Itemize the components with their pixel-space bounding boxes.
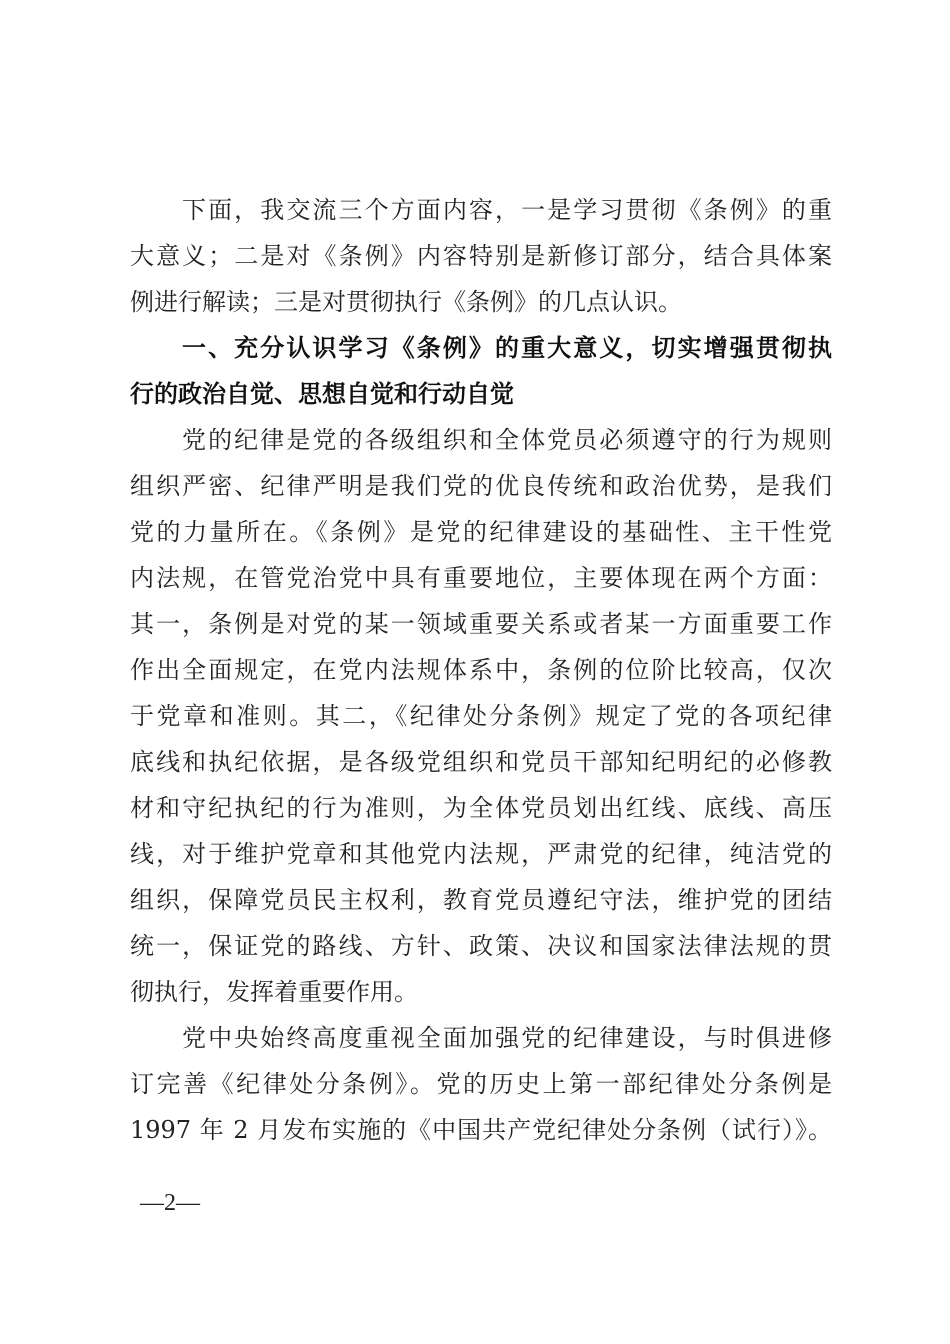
paragraph — [130, 417, 832, 1015]
text-line: 线，对于维护党章和其他党内法规，严肃党的纪律，纯洁党的 — [130, 840, 832, 868]
text-line: 底线和执纪依据，是各级党组织和党员干部知纪明纪的必修教 — [130, 748, 832, 776]
text-line: 党中央始终高度重视全面加强党的纪律建设，与时俱进修 — [182, 1024, 832, 1052]
text-line: 1997 年 2 月发布实施的《中国共产党纪律处分条例（试行）》。 — [130, 1116, 832, 1144]
text-line: 行的政治自觉、思想自觉和行动自觉 — [130, 380, 514, 408]
text-line: 党的纪律是党的各级组织和全体党员必须遵守的行为规则 — [182, 426, 832, 454]
page-number: —2— — [140, 1190, 200, 1216]
text-line: 组织，保障党员民主权利，教育党员遵纪守法，维护党的团结 — [130, 886, 832, 914]
text-line: 作出全面规定，在党内法规体系中，条例的位阶比较高，仅次 — [130, 656, 832, 684]
text-line: 于党章和准则。其二，《纪律处分条例》规定了党的各项纪律 — [130, 702, 832, 730]
text-line: 组织严密、纪律严明是我们党的优良传统和政治优势，是我们 — [130, 472, 832, 500]
section-heading — [130, 325, 832, 417]
text-line: 彻执行，发挥着重要作用。 — [130, 978, 418, 1006]
text-line: 其一，条例是对党的某一领域重要关系或者某一方面重要工作 — [130, 610, 832, 638]
text-line: 材和守纪执纪的行为准则，为全体党员划出红线、底线、高压 — [130, 794, 832, 822]
text-line: 下面，我交流三个方面内容，一是学习贯彻《条例》的重 — [182, 196, 832, 224]
text-line: 大意义；二是对《条例》内容特别是新修订部分，结合具体案 — [130, 242, 832, 270]
text-line: 例进行解读；三是对贯彻执行《条例》的几点认识。 — [130, 288, 682, 316]
document-body — [130, 187, 832, 1153]
text-line: 内法规，在管党治党中具有重要地位，主要体现在两个方面： — [130, 564, 832, 592]
paragraph — [130, 1015, 832, 1153]
text-line: 一、充分认识学习《条例》的重大意义，切实增强贯彻执 — [182, 334, 832, 362]
text-line: 订完善《纪律处分条例》。党的历史上第一部纪律处分条例是 — [130, 1070, 832, 1098]
text-line: 统一，保证党的路线、方针、政策、决议和国家法律法规的贯 — [130, 932, 832, 960]
paragraph — [130, 187, 832, 325]
text-line: 党的力量所在。《条例》是党的纪律建设的基础性、主干性党 — [130, 518, 832, 546]
